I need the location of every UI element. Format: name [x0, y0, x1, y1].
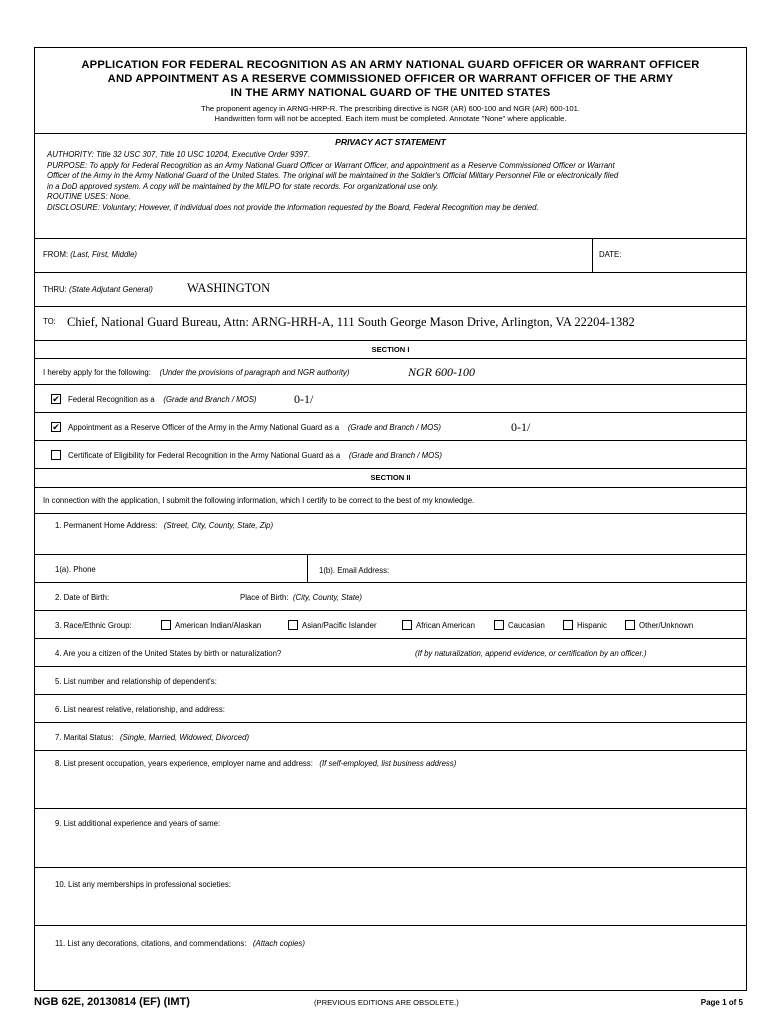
item-5-dependents[interactable]: [35, 667, 746, 695]
item-1a-phone-label: 1(a). Phone: [55, 565, 96, 574]
race-label-caucasian: Caucasian: [508, 621, 545, 630]
title-line-3: IN THE ARMY NATIONAL GUARD OF THE UNITED STATES: [230, 87, 551, 99]
race-label-hispanic: Hispanic: [577, 621, 607, 630]
obsolete-notice: (PREVIOUS EDITIONS ARE OBSOLETE.): [314, 998, 459, 1007]
from-row[interactable]: [35, 239, 746, 273]
item-7-marital-status[interactable]: [35, 723, 746, 751]
item-1-label: 1. Permanent Home Address: (Street, City, County, State, Zip): [55, 521, 274, 530]
reserve-appointment-checkbox[interactable]: ✔: [52, 422, 60, 432]
application-form: [34, 47, 747, 991]
item-2-dob-label: 2. Date of Birth:: [55, 593, 110, 602]
federal-recognition-checkbox[interactable]: ✔: [52, 394, 60, 404]
privacy-body: [35, 147, 746, 214]
date-label: DATE:: [599, 250, 622, 259]
certificate-eligibility-label: Certificate of Eligibility for Federal Recognition in the Army National Guard as a (Grade and Branch / MOS): [68, 451, 442, 460]
page-number: Page 1 of 5: [700, 998, 743, 1007]
race-checkbox-caucasian[interactable]: [494, 620, 504, 630]
item-1-contact-row[interactable]: [35, 555, 746, 583]
item-4-citizenship[interactable]: [35, 639, 746, 667]
item-1-address[interactable]: [35, 514, 746, 555]
certificate-eligibility-checkbox[interactable]: [51, 450, 61, 460]
item-6-nearest-relative[interactable]: [35, 695, 746, 723]
item-4-hint: (If by naturalization, append evidence, or certification by an officer.): [415, 649, 647, 658]
item-1b-email-label: 1(b). Email Address:: [319, 566, 390, 575]
item-11-decorations[interactable]: [35, 926, 746, 990]
apply-row[interactable]: [35, 359, 746, 385]
privacy-disclosure: DISCLOSURE: Voluntary; However, if individual does not provide the information requested by the Board, Federal Recognition may be denied.: [47, 202, 539, 212]
form-header: [35, 48, 746, 134]
race-label-asian: Asian/Pacific Islander: [302, 621, 377, 630]
federal-recognition-value[interactable]: 0-1/: [294, 392, 314, 406]
option-reserve-appointment[interactable]: [35, 413, 746, 441]
reserve-appointment-value[interactable]: 0-1/: [511, 420, 531, 434]
race-checkbox-asian[interactable]: [288, 620, 298, 630]
race-label-other: Other/Unknown: [639, 621, 694, 630]
item-2-pob-label: Place of Birth: (City, County, State): [240, 593, 362, 602]
thru-row[interactable]: [35, 273, 746, 307]
item-11-label: 11. List any decorations, citations, and commendations: (Attach copies): [55, 939, 305, 948]
item-8-occupation[interactable]: [35, 751, 746, 809]
form-title: [35, 48, 746, 100]
race-checkbox-african-american[interactable]: [402, 620, 412, 630]
item-3-label: 3. Race/Ethnic Group:: [55, 621, 132, 630]
form-subtitle: [35, 104, 746, 124]
item-9-additional-experience[interactable]: [35, 809, 746, 868]
form-footer: [34, 996, 747, 1010]
privacy-purpose-3: in a DoD approved system. A copy will be maintained by the MILPO for state records. For organizational use only.: [47, 181, 439, 191]
race-checkbox-other[interactable]: [625, 620, 635, 630]
race-checkbox-american-indian[interactable]: [161, 620, 171, 630]
title-line-2: AND APPOINTMENT AS A RESERVE COMMISSIONED OFFICER OR WARRANT OFFICER OF THE ARMY: [107, 73, 674, 85]
race-checkbox-hispanic[interactable]: [563, 620, 573, 630]
to-label: TO:: [43, 317, 56, 326]
form-id: NGB 62E, 20130814 (EF) (IMT): [34, 996, 190, 1008]
item-10-label: 10. List any memberships in professional societies:: [55, 880, 231, 889]
to-value[interactable]: Chief, National Guard Bureau, Attn: ARNG-HRH-A, 111 South George Mason Drive, Arlington, VA 22204-1382: [67, 315, 635, 329]
section-2-intro-text: In connection with the application, I submit the following information, which I certify to be correct to the best of my knowledge.: [43, 496, 475, 505]
reserve-appointment-label: Appointment as a Reserve Officer of the Army in the Army National Guard as a (Grade and Branch / MOS): [68, 423, 441, 432]
item-6-label: 6. List nearest relative, relationship, and address:: [55, 705, 225, 714]
section-1-heading: SECTION I: [35, 341, 746, 359]
privacy-authority: AUTHORITY: Title 32 USC 307, Title 10 USC 10204, Executive Order 9397.: [47, 150, 310, 159]
title-line-1: APPLICATION FOR FEDERAL RECOGNITION AS AN ARMY NATIONAL GUARD OFFICER OR WARRANT OFFICER: [81, 59, 700, 71]
item-10-memberships[interactable]: [35, 868, 746, 926]
privacy-routine-uses: ROUTINE USES: None.: [47, 192, 131, 202]
federal-recognition-label: Federal Recognition as a (Grade and Branch / MOS): [68, 395, 257, 404]
item-9-label: 9. List additional experience and years of same:: [55, 819, 221, 828]
item-2-birth[interactable]: [35, 583, 746, 611]
divider: [592, 239, 593, 272]
divider: [307, 555, 308, 582]
item-8-label: 8. List present occupation, years experience, employer name and address: (If self-employed, list business address): [55, 759, 457, 768]
apply-value[interactable]: NGR 600-100: [408, 365, 475, 379]
item-3-race[interactable]: [35, 611, 746, 639]
thru-value[interactable]: WASHINGTON: [187, 281, 271, 295]
item-4-label: 4. Are you a citizen of the United States by birth or naturalization?: [55, 649, 282, 658]
section-2-intro: [35, 488, 746, 514]
privacy-act-section: [35, 134, 746, 239]
section-2-heading: SECTION II: [35, 469, 746, 488]
option-federal-recognition[interactable]: [35, 385, 746, 413]
privacy-purpose-2: Officer of the Army in the Army National Guard of the United States. The original will be maintained in the Soldier's Official Military Personnel File or electronically filed: [47, 171, 619, 181]
item-7-label: 7. Marital Status: (Single, Married, Widowed, Divorced): [55, 733, 250, 742]
privacy-heading: PRIVACY ACT STATEMENT: [335, 137, 446, 147]
privacy-purpose-1: PURPOSE: To apply for Federal Recognition as an Army National Guard Officer or Warrant Officer, and appointment as a Reserve Commissioned Officer or Warrant: [47, 160, 615, 170]
race-label-african-american: African American: [416, 621, 475, 630]
item-5-label: 5. List number and relationship of dependent's:: [55, 677, 217, 686]
option-certificate-eligibility[interactable]: [35, 441, 746, 469]
from-label: FROM: (Last, First, Middle): [43, 250, 138, 259]
thru-label: THRU: (State Adjutant General): [43, 285, 153, 294]
apply-label: I hereby apply for the following: (Under the provisions of paragraph and NGR authority): [43, 368, 350, 377]
race-label-american-indian: American Indian/Alaskan: [175, 621, 262, 630]
subtitle-line-1: The proponent agency in ARNG-HRP-R. The prescribing directive is NGR (AR) 600-100 and NGR (AR) 600-101.: [201, 104, 580, 113]
subtitle-line-2: Handwritten form will not be accepted. Each item must be completed. Annotate "None" where applicable.: [214, 114, 567, 123]
to-row[interactable]: [35, 307, 746, 341]
